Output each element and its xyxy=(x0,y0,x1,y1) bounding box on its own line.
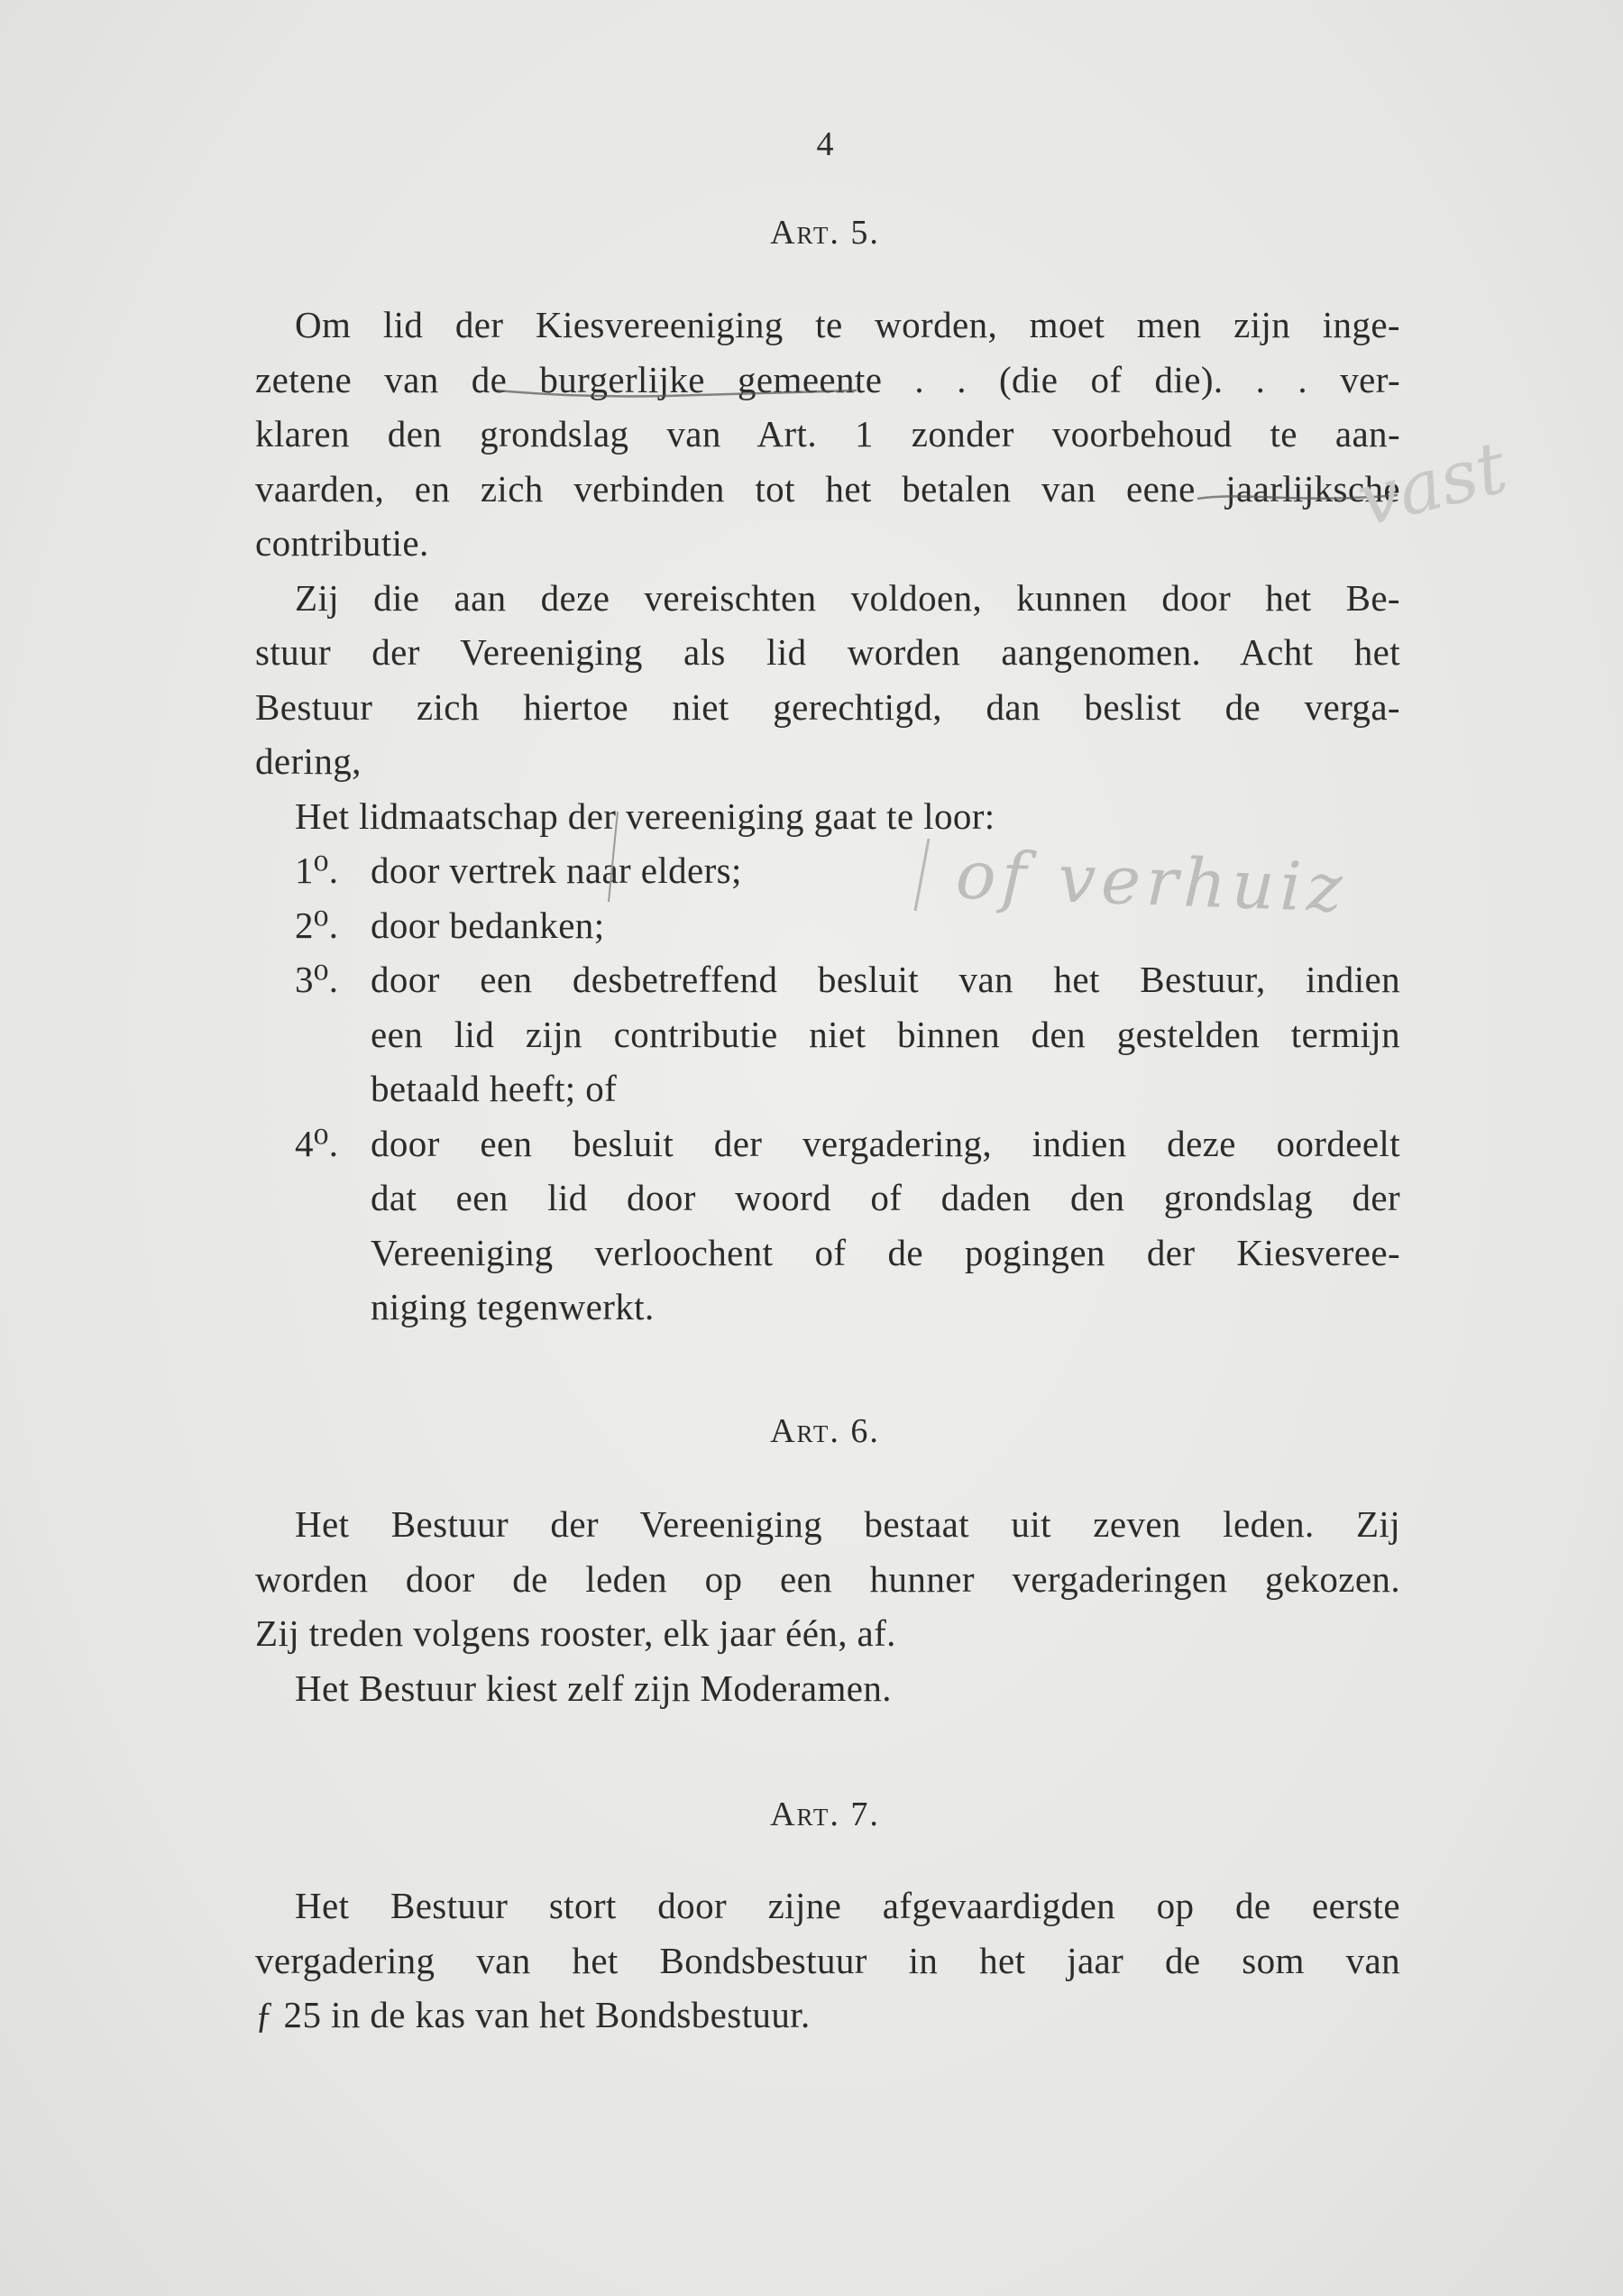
list-number: 1⁰. xyxy=(295,850,339,891)
text-line: Om lid der Kiesvereeniging te worden, moet men zijn inge- xyxy=(295,304,1400,345)
text-line: Het Bestuur stort door zijne afgevaardigden op de eerste xyxy=(295,1885,1400,1926)
text-line: Het Bestuur kiest zelf zijn Moderamen. xyxy=(295,1667,892,1709)
text-line: dering, xyxy=(255,740,362,782)
article-7-body xyxy=(255,1878,1400,2043)
list-number: 2⁰. xyxy=(295,904,339,946)
text-line: betaald heeft; of xyxy=(371,1068,618,1109)
text-line: Het Bestuur der Vereeniging bestaat uit zeven leden. Zij xyxy=(295,1503,1400,1545)
text-line: door een desbetreffend besluit van het Bestuur, indien xyxy=(371,959,1400,1000)
list-item xyxy=(255,952,1400,1116)
text-line: zetene van de burgerlijke gemeente . . (die of die). . . ver- xyxy=(255,358,1400,400)
text-line: door een besluit der vergadering, indien deze oordeelt xyxy=(371,1122,1400,1164)
text-line: een lid zijn contributie niet binnen den gestelden termijn xyxy=(371,1013,1400,1055)
text-line: ƒ 25 in de kas van het Bondsbestuur. xyxy=(255,1994,811,2035)
text-line: Zij treden volgens rooster, elk jaar één, af. xyxy=(255,1612,896,1654)
text-line: vaarden, en zich verbinden tot het betalen van eene jaarlijksche xyxy=(255,467,1400,510)
text-line: dat een lid door woord of daden den grondslag der xyxy=(371,1177,1400,1218)
list-item xyxy=(255,898,1400,953)
text-line: door bedanken; xyxy=(371,904,605,946)
page-number: 4 xyxy=(816,125,834,163)
article-5-paragraph-3 xyxy=(255,789,1400,844)
article-6-body xyxy=(255,1497,1400,1715)
text-line: klaren den grondslag van Art. 1 zonder voorbehoud te aan- xyxy=(255,413,1400,455)
article-5-paragraph-1 xyxy=(255,298,1400,571)
list-number: 4⁰. xyxy=(295,1122,339,1164)
text-line: Het lidmaatschap der vereeniging gaat te loor: xyxy=(295,794,995,837)
list-number: 3⁰. xyxy=(295,959,339,1000)
text-line: Zij die aan deze vereischten voldoen, kunnen door het Be- xyxy=(295,576,1400,619)
text-line: stuur der Vereeniging als lid worden aangenomen. Acht het xyxy=(255,631,1400,673)
margin-handwritten-note: vast xyxy=(1349,425,1515,543)
text-line: contributie. xyxy=(255,522,429,564)
text-line: Vereeniging verloochent of de pogingen der Kiesveree- xyxy=(371,1231,1400,1273)
text-line: worden door de leden op een hunner vergaderingen gekozen. xyxy=(255,1557,1400,1600)
list-item xyxy=(255,843,1400,898)
text-line: door vertrek naar elders; xyxy=(371,850,742,891)
text-line: vergadering van het Bondsbestuur in het jaar de som van xyxy=(255,1939,1400,1981)
article-5-body xyxy=(255,298,1400,1335)
article-5-heading: Art. 5. xyxy=(770,214,880,252)
list-item xyxy=(255,1116,1400,1335)
article-6-heading: Art. 6. xyxy=(770,1412,880,1450)
text-line: niging tegenwerkt. xyxy=(371,1286,655,1327)
article-7-heading: Art. 7. xyxy=(770,1795,880,1833)
text-line: Bestuur zich hiertoe niet gerechtigd, dan beslist de verga- xyxy=(255,685,1400,728)
article-5-paragraph-2 xyxy=(255,571,1400,789)
membership-loss-list xyxy=(255,843,1400,1335)
inline-handwritten-note: of verhuiz xyxy=(954,836,1349,928)
